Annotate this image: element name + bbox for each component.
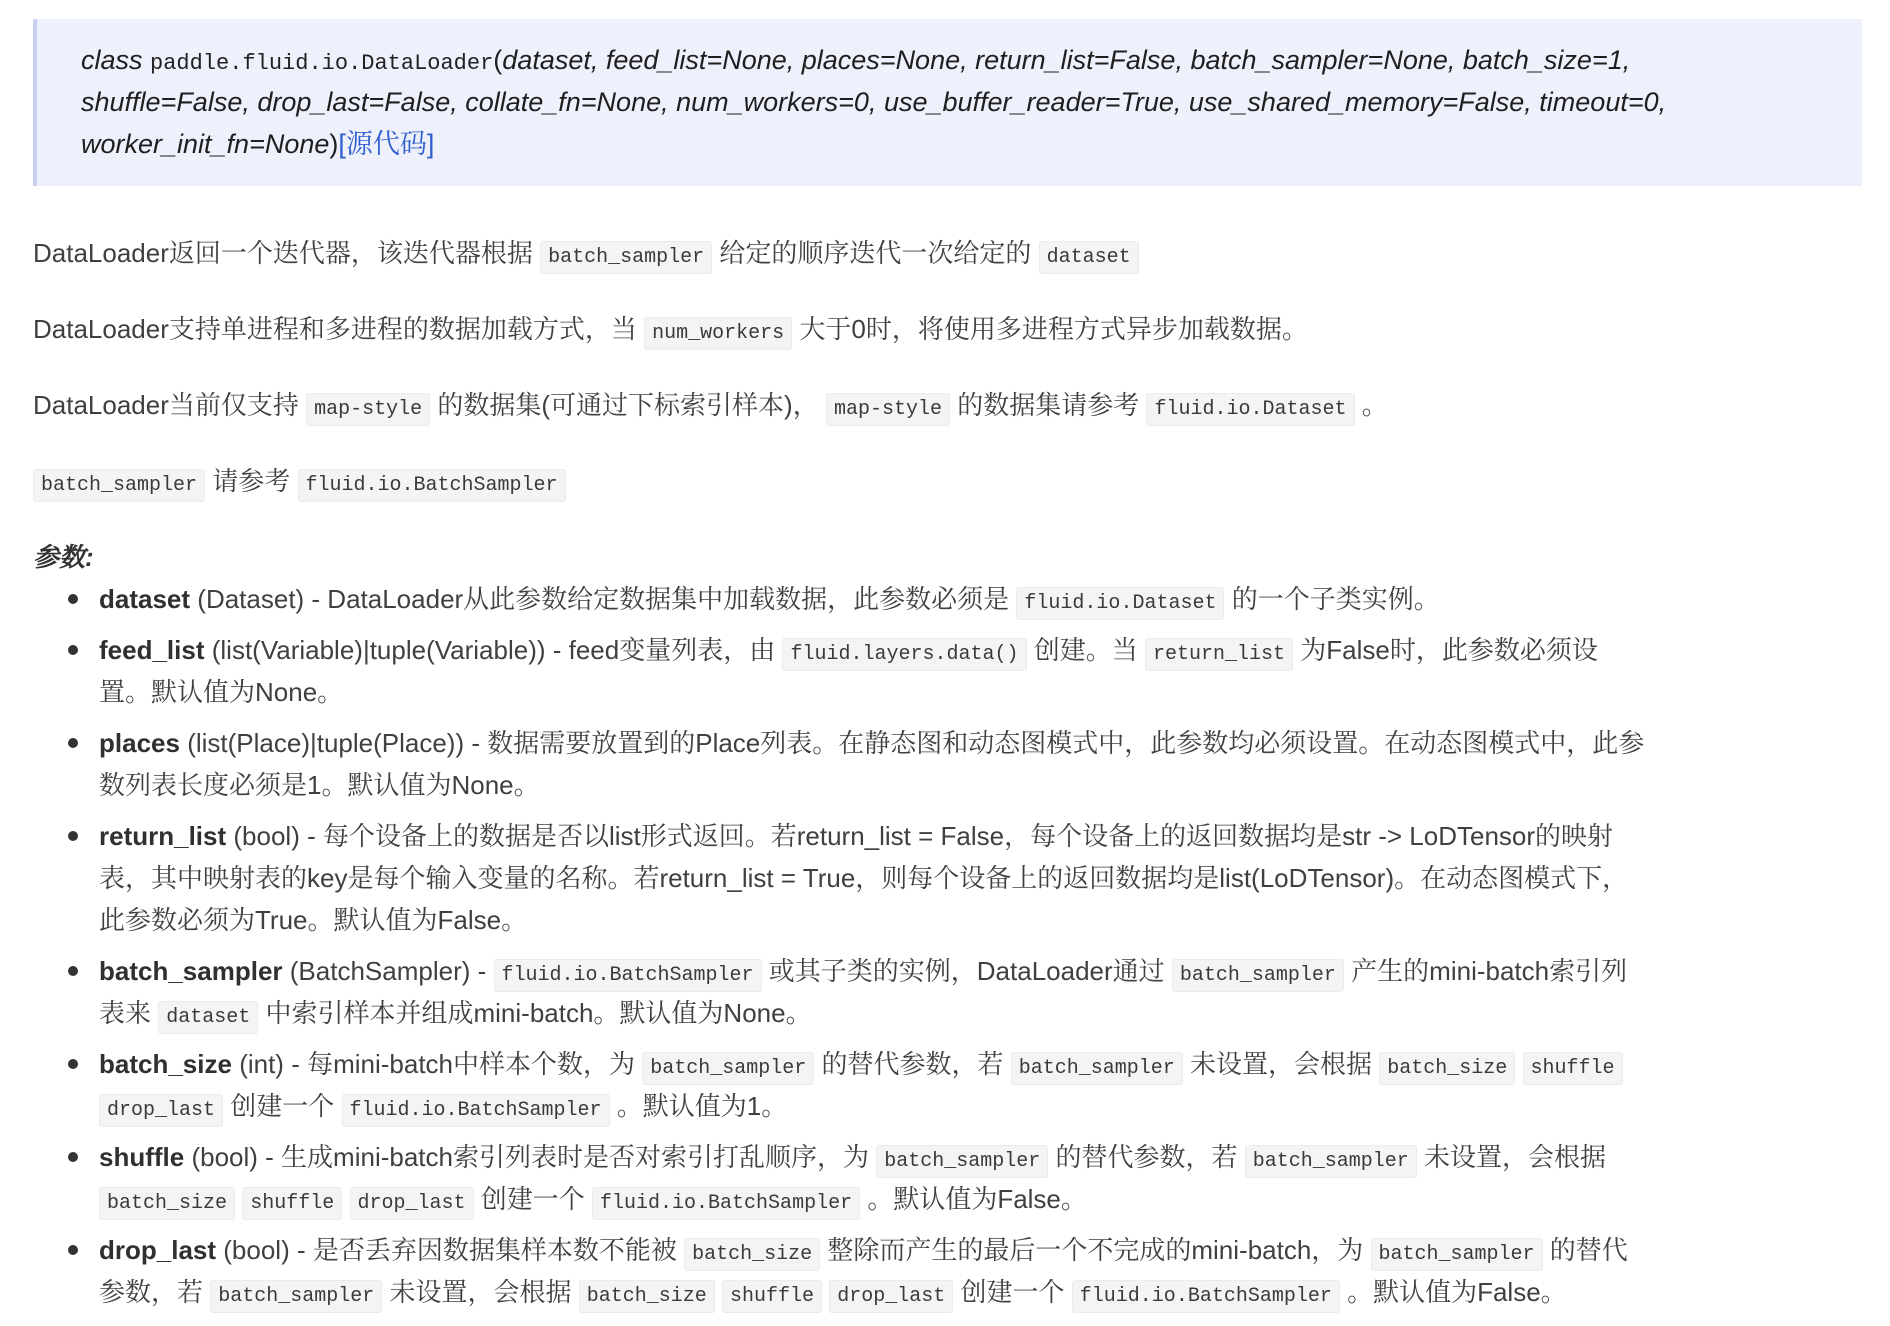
- inline-code: batch_sampler: [1011, 1052, 1183, 1085]
- paragraph-text: 大于0时，将使用多进程方式异步加载数据。: [799, 314, 1308, 344]
- param-desc-text: 表，其中映射表的key是每个输入变量的名称。若return_list = True，则每个设备上的返回数据均是list(LoDTensor)。在动态图模式下，: [99, 863, 1629, 893]
- inline-code: return_list: [1145, 638, 1293, 671]
- param-desc-text: (BatchSampler) -: [289, 956, 487, 986]
- inline-code: num_workers: [644, 317, 792, 350]
- bullet-dot: [68, 738, 78, 748]
- signature-class-keyword: class: [81, 45, 143, 75]
- params-list: [33, 578, 1890, 1313]
- param-desc-text: (bool) - 每个设备上的数据是否以list形式返回。若return_list = False，每个设备上的返回数据均是str -> LoDTensor的映射: [233, 821, 1614, 851]
- param-name: return_list: [99, 821, 227, 851]
- paragraph-text: 的数据集(可通过下标索引样本)，: [437, 390, 819, 420]
- param-desc-text: 的替代: [1549, 1235, 1628, 1265]
- param-desc-text: (int) - 每mini-batch中样本个数，为: [239, 1049, 636, 1079]
- param-name: batch_sampler: [99, 956, 283, 986]
- signature-params: worker_init_fn=None: [81, 129, 330, 159]
- param-desc-text: (list(Place)|tuple(Place)) - 数据需要放置到的Place列表。在静态图和动态图模式中，此参数均必须设置。在动态图模式中，此参: [187, 728, 1645, 758]
- param-desc-text: 未设置，会根据: [1424, 1142, 1607, 1172]
- signature-line: [81, 123, 1842, 165]
- param-line: [99, 722, 1890, 764]
- param-line: [99, 764, 1890, 806]
- param-name: dataset: [99, 584, 191, 614]
- param-name: drop_last: [99, 1235, 217, 1265]
- inline-code: batch_sampler: [1245, 1145, 1417, 1178]
- bullet-dot: [68, 1152, 78, 1162]
- inline-code: fluid.io.BatchSampler: [494, 959, 762, 992]
- inline-code: dataset: [1039, 241, 1139, 274]
- param-name: batch_size: [99, 1049, 232, 1079]
- source-code-link[interactable]: [源代码]: [338, 129, 435, 159]
- param-line: [99, 671, 1890, 713]
- param-desc-text: (bool) - 是否丢弃因数据集样本数不能被: [223, 1235, 677, 1265]
- param-line: [99, 1271, 1890, 1313]
- param-desc-text: 创建一个: [480, 1184, 585, 1214]
- inline-code: shuffle: [722, 1280, 822, 1313]
- inline-code: batch_size: [684, 1238, 820, 1271]
- param-desc-text: (list(Variable)|tuple(Variable)) - feed变量列表，由: [211, 635, 776, 665]
- paragraph-text: 。: [1361, 390, 1388, 420]
- inline-code: batch_sampler: [1371, 1238, 1543, 1271]
- param-desc-text: 的替代参数，若: [821, 1049, 1004, 1079]
- param-desc-text: 创建一个: [960, 1277, 1065, 1307]
- inline-code: batch_sampler: [1172, 959, 1344, 992]
- inline-code: map-style: [826, 393, 950, 426]
- param-desc-text: (Dataset) - DataLoader从此参数给定数据集中加载数据，此参数必须是: [197, 584, 1010, 614]
- inline-code: fluid.io.Dataset: [1016, 587, 1224, 620]
- signature-line: [81, 39, 1842, 81]
- bullet-dot: [68, 594, 78, 604]
- signature-params: dataset, feed_list=None, places=None, return_list=False, batch_sampler=None, batch_size=1,: [502, 45, 1631, 75]
- param-desc-text: 。默认值为False。: [1347, 1277, 1567, 1307]
- param-name: shuffle: [99, 1142, 185, 1172]
- inline-code: batch_sampler: [210, 1280, 382, 1313]
- bullet-dot: [68, 645, 78, 655]
- param-desc-text: 参数，若: [99, 1277, 204, 1307]
- inline-code: batch_size: [579, 1280, 715, 1313]
- inline-code: batch_sampler: [876, 1145, 1048, 1178]
- param-desc-text: 产生的mini-batch索引列: [1351, 956, 1628, 986]
- description-paragraph: [33, 460, 1890, 502]
- inline-code: batch_sampler: [33, 469, 205, 502]
- param-line: [99, 857, 1890, 899]
- inline-code: dataset: [158, 1001, 258, 1034]
- param-line: [99, 1136, 1890, 1178]
- param-desc-text: 为False时，此参数必须设: [1300, 635, 1598, 665]
- description-paragraph: [33, 232, 1890, 274]
- signature-open-paren: (: [493, 45, 503, 75]
- param-desc-text: 中索引样本并组成mini-batch。默认值为None。: [265, 998, 812, 1028]
- param-desc-text: 置。默认值为None。: [99, 677, 344, 707]
- inline-code: shuffle: [242, 1187, 342, 1220]
- inline-code: fluid.io.BatchSampler: [1072, 1280, 1340, 1313]
- param-desc-text: (bool) - 生成mini-batch索引列表时是否对索引打乱顺序，为: [191, 1142, 869, 1172]
- inline-code: shuffle: [1523, 1052, 1623, 1085]
- inline-code: fluid.io.BatchSampler: [298, 469, 566, 502]
- description-paragraph: [33, 384, 1890, 426]
- param-desc-text: 表来: [99, 998, 152, 1028]
- param-desc-text: 数列表长度必须是1。默认值为None。: [99, 770, 540, 800]
- paragraph-text: 请参考: [212, 466, 291, 496]
- signature-class-name: paddle.fluid.io.DataLoader: [150, 51, 494, 76]
- inline-code: batch_sampler: [642, 1052, 814, 1085]
- inline-code: batch_size: [99, 1187, 235, 1220]
- paragraph-text: DataLoader返回一个迭代器，该迭代器根据: [33, 238, 533, 268]
- inline-code: drop_last: [350, 1187, 474, 1220]
- inline-code: drop_last: [99, 1094, 223, 1127]
- param-name: places: [99, 728, 180, 758]
- params-heading: 参数:: [33, 542, 94, 572]
- signature-params: shuffle=False, drop_last=False, collate_fn=None, num_workers=0, use_buffer_reader=True, use_shared_memory=False, timeout=0,: [81, 87, 1667, 117]
- param-desc-text: 创建一个: [230, 1091, 335, 1121]
- param-item-dataset: [99, 578, 1890, 620]
- param-line: [99, 1043, 1890, 1085]
- inline-code: map-style: [306, 393, 430, 426]
- description-paragraph: [33, 308, 1890, 350]
- param-line: [99, 578, 1890, 620]
- inline-code: fluid.io.Dataset: [1146, 393, 1354, 426]
- param-item-return-list: [99, 815, 1890, 941]
- signature-line: [81, 81, 1842, 123]
- param-line: [99, 1178, 1890, 1220]
- param-desc-text: 。默认值为False。: [867, 1184, 1087, 1214]
- inline-code: fluid.layers.data(): [782, 638, 1026, 671]
- param-item-drop-last: [99, 1229, 1890, 1313]
- paragraph-text: 的数据集请参考: [957, 390, 1140, 420]
- signature-close-paren: ): [329, 129, 339, 159]
- inline-code: batch_size: [1379, 1052, 1515, 1085]
- param-desc-text: 。默认值为1。: [616, 1091, 788, 1121]
- param-name: feed_list: [99, 635, 205, 665]
- param-line: [99, 899, 1890, 941]
- paragraph-text: 给定的顺序迭代一次给定的: [719, 238, 1032, 268]
- inline-code: fluid.io.BatchSampler: [592, 1187, 860, 1220]
- param-line: [99, 992, 1890, 1034]
- bullet-dot: [68, 831, 78, 841]
- param-desc-text: 创建。当: [1033, 635, 1138, 665]
- param-item-places: [99, 722, 1890, 806]
- param-line: [99, 815, 1890, 857]
- bullet-dot: [68, 1059, 78, 1069]
- param-item-batch-size: [99, 1043, 1890, 1127]
- paragraph-text: DataLoader支持单进程和多进程的数据加载方式，当: [33, 314, 637, 344]
- bullet-dot: [68, 1245, 78, 1255]
- inline-code: drop_last: [829, 1280, 953, 1313]
- bullet-dot: [68, 966, 78, 976]
- param-desc-text: 或其子类的实例，DataLoader通过: [768, 956, 1165, 986]
- paragraph-text: DataLoader当前仅支持: [33, 390, 299, 420]
- inline-code: batch_sampler: [540, 241, 712, 274]
- param-item-batch-sampler: [99, 950, 1890, 1034]
- param-item-feed-list: [99, 629, 1890, 713]
- param-desc-text: 未设置，会根据: [389, 1277, 572, 1307]
- inline-code: fluid.io.BatchSampler: [342, 1094, 610, 1127]
- api-signature: [33, 19, 1862, 186]
- param-line: [99, 950, 1890, 992]
- param-line: [99, 1085, 1890, 1127]
- param-desc-text: 的一个子类实例。: [1231, 584, 1440, 614]
- param-line: [99, 1229, 1890, 1271]
- param-desc-text: 此参数必须为True。默认值为False。: [99, 905, 528, 935]
- param-desc-text: 未设置，会根据: [1190, 1049, 1373, 1079]
- param-desc-text: 的替代参数，若: [1055, 1142, 1238, 1172]
- param-desc-text: 整除而产生的最后一个不完成的mini-batch，为: [827, 1235, 1364, 1265]
- param-item-shuffle: [99, 1136, 1890, 1220]
- param-line: [99, 629, 1890, 671]
